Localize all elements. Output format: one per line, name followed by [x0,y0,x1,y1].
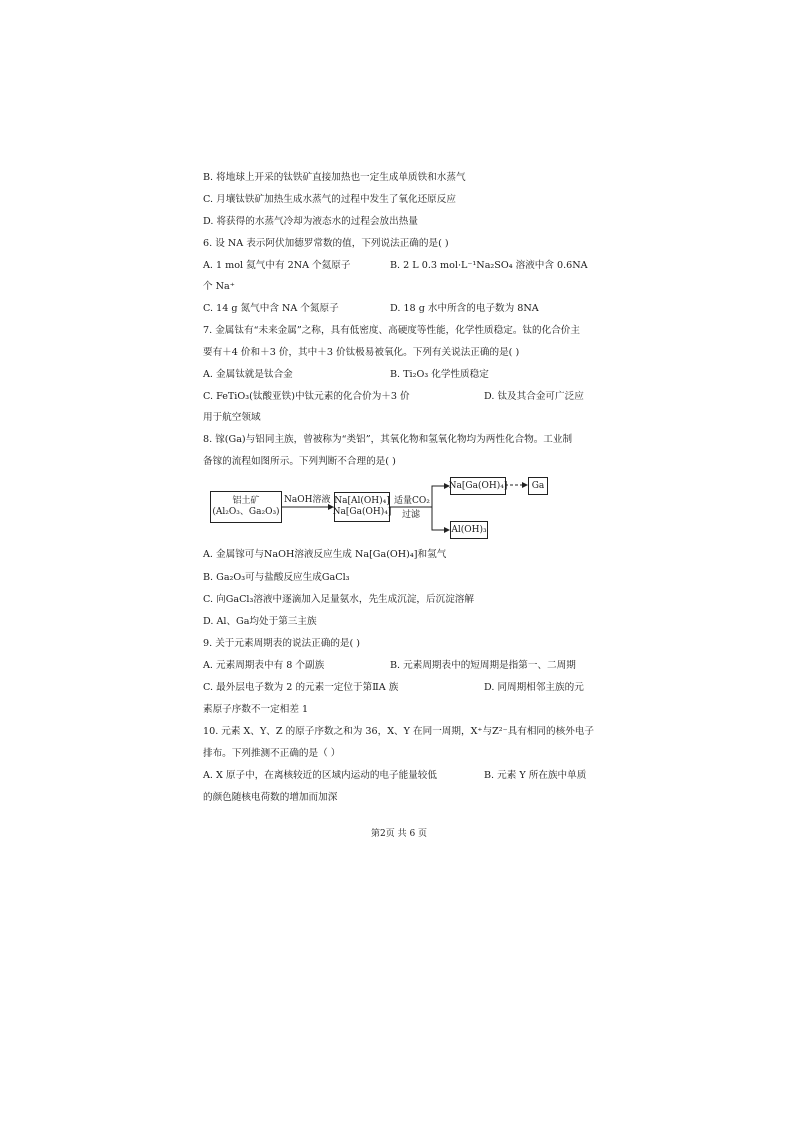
question-7-option-d-cont: 用于航空领域 [203,412,261,423]
option-d-q5: D. 将获得的水蒸气冷却为液态水的过程会放出热量 [203,216,418,227]
question-9-option-a: A. 元素周期表中有 8 个副族 [203,660,325,671]
question-10-option-b: B. 元素 Y 所在族中单质 [484,770,587,781]
question-8-option-c: C. 向GaCl₃溶液中逐滴加入足量氨水，先生成沉淀，后沉淀溶解 [203,594,474,605]
question-10-stem: 10. 元素 X、Y、Z 的原子序数之和为 36，X、Y 在同一周期，X⁺与Z²⁻具有相同的核外电子 [203,726,594,737]
question-7-stem: 7. 金属钛有“未来金属”之称，具有低密度、高硬度等性能，化学性质稳定。钛的化合价主 [203,325,580,336]
question-6-option-b: B. 2 L 0.3 mol·L⁻¹Na₂SO₄ 溶液中含 0.6NA [390,260,588,271]
flow-arrow-branch [432,486,449,507]
question-6-stem: 6. 设 NA 表示阿伏加德罗常数的值，下列说法正确的是( ) [203,238,449,249]
flow-box-aloh3-label: Al(OH)₃ [451,524,487,535]
question-10-option-a: A. X 原子中，在离核较近的区域内运动的电子能量较低 [203,770,437,781]
question-9-option-d-cont: 素原子序数不一定相差 1 [203,704,309,715]
flow-box-bauxite-title: 铝土矿 [232,496,260,506]
flow-box-aloh3 [450,521,488,539]
question-9-stem: 9. 关于元素周期表的说法正确的是( ) [203,638,361,649]
question-10-option-b-cont: 的颜色随核电荷数的增加而加深 [203,792,338,803]
question-8-option-b: B. Ga₂O₃可与盐酸反应生成GaCl₃ [203,572,350,583]
flow-box-bauxite [210,491,282,523]
flow-arrow-2-label-bottom: 过滤 [402,510,421,520]
question-6-option-b-cont: 个 Na⁺ [203,281,235,292]
question-8-stem: 8. 镓(Ga)与铝同主族，曾被称为“类铝”，其氧化物和氢氧化物均为两性化合物。工业制 [203,434,573,445]
question-6-option-d: D. 18 g 水中所含的电子数为 8NA [390,303,539,314]
flow-box-solution-line1: Na[Al(OH)₄] [334,496,390,506]
question-9-option-c: C. 最外层电子数为 2 的元素一定位于第ⅡA 族 [203,682,399,693]
flow-box-na-ga [450,477,506,495]
option-b-q5: B. 将地球上开采的钛铁矿直接加热也一定生成单质铁和水蒸气 [203,172,466,183]
option-c-q5: C. 月壤钛铁矿加热生成水蒸气的过程中发生了氧化还原反应 [203,194,456,205]
question-7-option-b: B. Ti₂O₃ 化学性质稳定 [390,369,489,380]
flow-arrow-2-label-top: 适量CO₂ [394,496,430,506]
flow-box-bauxite-formula: (Al₂O₃、Ga₂O₃) [212,507,280,517]
question-8-stem-cont: 备镓的流程如图所示。下列判断不合理的是( ) [203,456,396,467]
question-9-option-d: D. 同周期相邻主族的元 [484,682,584,693]
question-10-stem-cont: 排布。下列推测不正确的是（ ） [203,748,341,759]
flow-box-solution-line2: Na[Ga(OH)₄] [332,507,392,517]
question-6-option-c: C. 14 g 氮气中含 NA 个氮原子 [203,303,339,314]
question-7-option-c: C. FeTiO₃(钛酸亚铁)中钛元素的化合价为＋3 价 [203,391,410,402]
flow-box-ga-label: Ga [531,480,545,491]
question-9-option-b: B. 元素周期表中的短周期是指第一、二周期 [390,660,576,671]
flow-box-ga [528,477,548,495]
question-8-option-a: A. 金属镓可与NaOH溶液反应生成 Na[Ga(OH)₄]和氢气 [203,549,447,560]
flow-arrow-1-label: NaOH溶液 [284,495,331,505]
question-8-option-d: D. Al、Ga均处于第三主族 [203,616,317,627]
question-7-stem-cont: 要有＋4 价和＋3 价，其中＋3 价钛极易被氧化。下列有关说法正确的是( ) [203,347,520,358]
flow-box-solution [334,492,390,522]
question-7-option-d: D. 钛及其合金可广泛应 [484,391,584,402]
flow-arrow-branch-2 [432,507,449,530]
question-6-option-a: A. 1 mol 氦气中有 2NA 个氦原子 [203,260,351,271]
flow-box-na-ga-label: Na[Ga(OH)₄] [448,480,508,491]
page-footer: 第2页 共 6 页 [371,829,428,839]
question-7-option-a: A. 金属钛就是钛合金 [203,369,293,380]
